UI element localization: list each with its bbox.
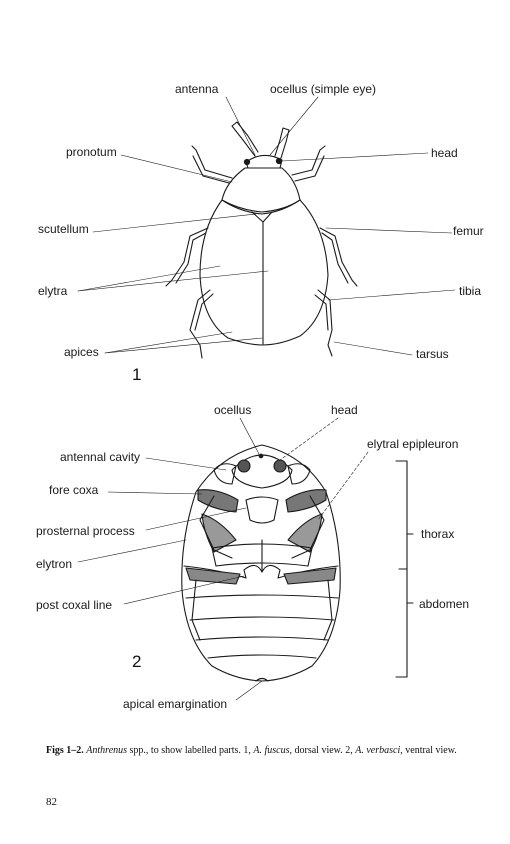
figure-2-number: 2 <box>132 652 142 671</box>
caption-text-3: , ventral view. <box>400 745 457 756</box>
body-region-bracket <box>396 461 413 677</box>
label-abdomen: abdomen <box>419 597 470 611</box>
label-fore-coxa: fore coxa <box>49 483 99 497</box>
caption-genus: Anthrenus <box>86 745 128 756</box>
ventral-beetle-drawing <box>182 445 340 681</box>
label-antennal-cavity: antennal cavity <box>60 450 141 464</box>
figure-caption <box>46 745 466 757</box>
label-head: head <box>431 146 458 160</box>
label-apices: apices <box>64 345 99 359</box>
label-scutellum: scutellum <box>38 222 89 236</box>
caption-text-1: spp., to show labelled parts. 1, <box>127 745 254 756</box>
label-elytron: elytron <box>36 557 73 571</box>
dorsal-beetle-drawing <box>166 122 357 358</box>
caption-species-1: A. fuscus <box>253 745 290 756</box>
label-ocellus-simple-eye: ocellus (simple eye) <box>270 82 377 96</box>
label-prosternal-process: prosternal process <box>36 524 135 538</box>
label-tarsus: tarsus <box>416 347 449 361</box>
label-antenna: antenna <box>175 82 219 96</box>
label-post-coxal-line: post coxal line <box>36 598 113 612</box>
label-head-ventral: head <box>331 403 358 417</box>
label-pronotum: pronotum <box>66 145 117 159</box>
caption-text-2: , dorsal view. 2, <box>289 745 356 756</box>
figure-1-number: 1 <box>132 365 142 384</box>
label-elytral-epipleuron: elytral epipleuron <box>367 437 459 451</box>
page-number: 82 <box>46 796 57 808</box>
label-apical-emargination: apical emargination <box>123 697 228 711</box>
caption-species-2: A. verbasci <box>355 745 401 756</box>
label-tibia: tibia <box>459 284 482 298</box>
label-femur: femur <box>453 224 484 238</box>
caption-label: Figs 1–2. <box>46 745 84 756</box>
label-ocellus: ocellus <box>214 403 252 417</box>
label-elytra: elytra <box>38 284 68 298</box>
label-thorax: thorax <box>421 527 455 541</box>
